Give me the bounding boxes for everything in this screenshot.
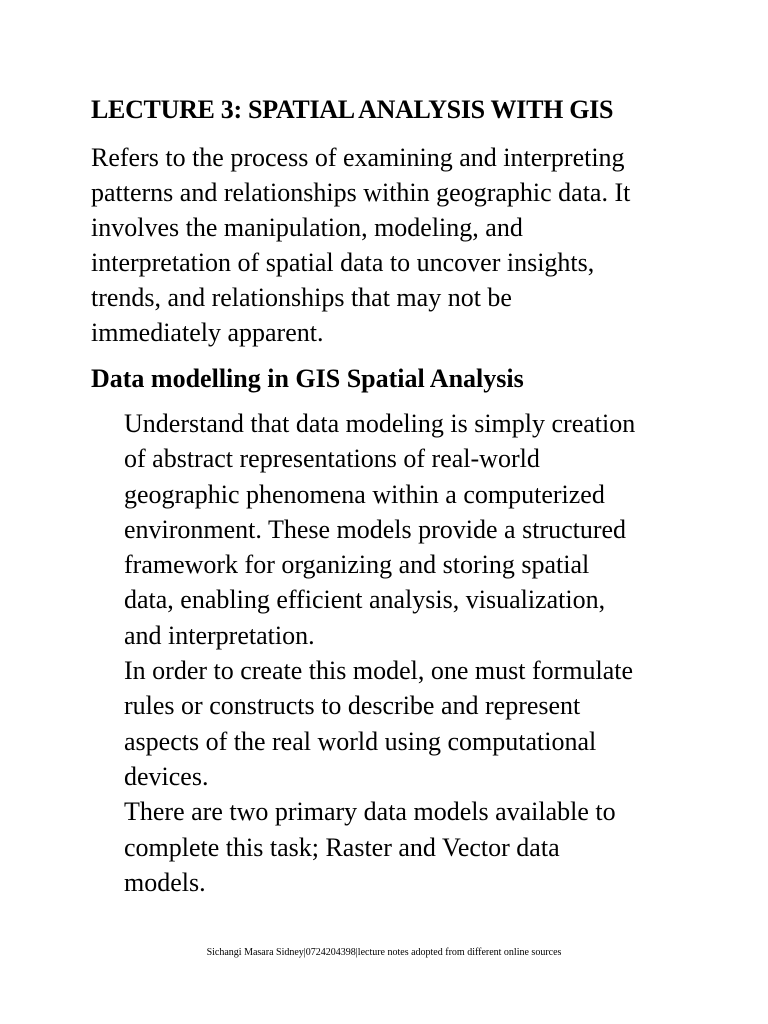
body-line: of abstract representations of real-world — [124, 444, 540, 474]
intro-line: trends, and relationships that may not be — [91, 283, 512, 312]
intro-paragraph — [91, 140, 711, 350]
body-line: rules or constructs to describe and represent — [124, 691, 581, 721]
intro-line: interpretation of spatial data to uncover insights, — [91, 248, 595, 277]
body-line: environment. These models provide a structured — [124, 514, 627, 544]
body-line: data, enabling efficient analysis, visualization, — [124, 585, 606, 615]
body-line: and interpretation. — [124, 620, 315, 650]
body-line: In order to create this model, one must formulate — [124, 656, 634, 686]
intro-line: immediately apparent. — [91, 318, 324, 347]
intro-line: Refers to the process of examining and interpreting — [91, 143, 625, 172]
body-line: geographic phenomena within a computerized — [124, 479, 605, 509]
intro-line: involves the manipulation, modeling, and — [91, 213, 523, 242]
body-line: devices. — [124, 761, 209, 791]
body-line: Understand that data modeling is simply creation — [124, 409, 636, 438]
section-body — [124, 406, 744, 900]
section-heading: Data modelling in GIS Spatial Analysis — [91, 364, 524, 393]
body-line: There are two primary data models available to — [124, 797, 616, 827]
body-line: aspects of the real world using computational — [124, 726, 597, 756]
body-line: complete this task; Raster and Vector data — [124, 832, 560, 862]
lecture-title: LECTURE 3: SPATIAL ANALYSIS WITH GIS — [91, 95, 614, 124]
body-line: framework for organizing and storing spatial — [124, 550, 590, 580]
intro-line: patterns and relationships within geographic data. It — [91, 178, 631, 207]
body-line: models. — [124, 867, 206, 897]
page-footer: Sichangi Masara Sidney|0724204398|lecture notes adopted from different online sources — [206, 947, 562, 958]
